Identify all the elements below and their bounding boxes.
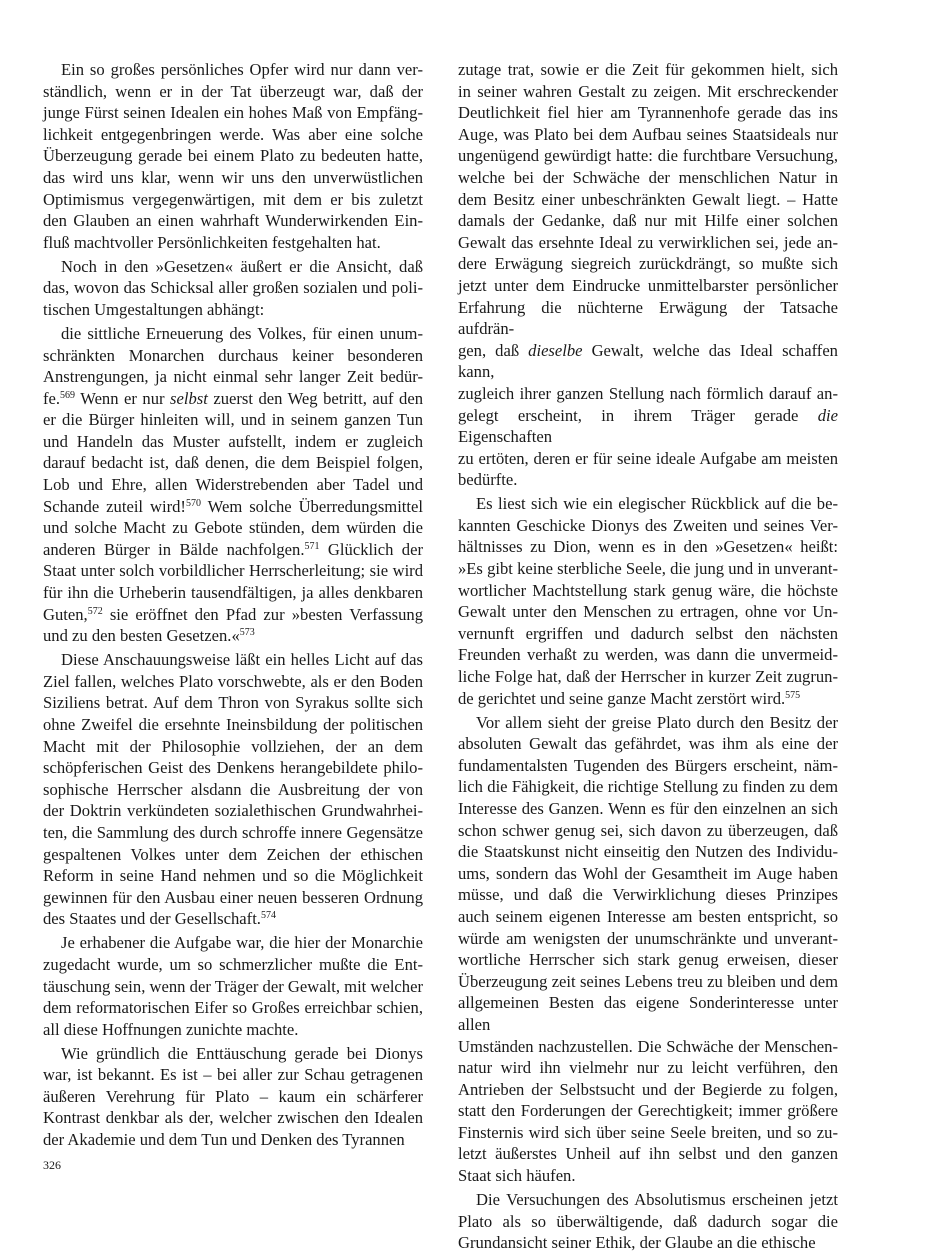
text-line: de gerichtet und seine ganze Macht zerstört wird.$^{575}$	[458, 688, 801, 708]
paragraph	[43, 932, 423, 1040]
paragraph	[458, 1189, 838, 1254]
emphasis: die	[817, 405, 838, 425]
footnote-ref: 573	[239, 627, 255, 639]
text-line: für ihn die Urheberin tausendfältigen, ja alles denkbaren	[43, 583, 423, 603]
text-line: auch seinem eigenen Interesse am besten entspricht, so	[458, 906, 838, 926]
text-line: würde am wenigsten der unumschränkte und unverant-	[458, 928, 838, 948]
text-line: Macht mit der Philosophie vollziehen, der an dem	[43, 736, 423, 756]
paragraph	[43, 59, 423, 253]
text-line: Wie gründlich die Enttäuschung gerade bei Dionys	[61, 1043, 423, 1063]
text-line: Ein so großes persönliches Opfer wird nur dann ver-	[61, 60, 423, 79]
text-line: Diese Anschauungsweise läßt ein helles Licht auf das	[61, 650, 423, 670]
text-line: des Staates und der Gesellschaft.$^{574}$	[43, 909, 276, 929]
text-line: und zu den besten Gesetzen.«$^{573}$	[43, 626, 255, 646]
text-line: Auge, was Plato bei dem Aufbau seines Staatsideals nur	[458, 124, 838, 144]
footnote-ref: 574	[260, 910, 276, 922]
text-line: Anstrengungen, ja nicht einmal sehr langer Zeit bedür-	[43, 367, 423, 387]
text-line: kannten Geschicke Dionys des Zweiten und seines Ver-	[458, 515, 838, 535]
text-line: schon schwer genug sei, sich davon zu überzeugen, daß	[458, 820, 838, 840]
text-line: Antrieben der Selbstsucht und der Begierde zu folgen,	[458, 1079, 838, 1099]
footnote-ref: 569	[60, 389, 76, 401]
footnote-ref: 572	[87, 605, 103, 617]
text-line: Freunden verhaßt zu werden, was dann die unvermeid-	[458, 645, 838, 665]
text-line: ten, die Sammlung des durch schroffe innere Gegensätze	[43, 822, 423, 842]
text-line: der Akademie und dem Tun und Denken des Tyrannen	[43, 1130, 405, 1150]
text-line: das wird uns klar, wenn wir uns den unverwüstlichen	[43, 167, 423, 187]
text-line: die Staatskunst nicht einseitig den Nutzen des Individu-	[458, 842, 838, 862]
paragraph	[43, 256, 423, 321]
text-line: jetzt unter dem Eindrucke unmittelbarster persönlicher	[458, 275, 838, 295]
text-line: Ziel fallen, welches Plato vorschwebte, als er den Boden	[43, 671, 423, 691]
text-line: müsse, und daß die Verwirklichung dieses Prinzipes	[458, 885, 838, 905]
text-line: fluß machtvoller Persönlichkeiten festgehalten hat.	[43, 232, 381, 252]
text-line: gewinnen für den Ausbau einer neuen besseren Ordnung	[43, 887, 423, 907]
footnote-ref: 571	[304, 540, 320, 552]
text-line: Staat unter solch vorbildlicher Herrscherleitung; sie wird	[43, 561, 423, 581]
text-line: gen, daß dieselbe Gewalt, welche das Ideal schaffen kann,	[458, 340, 838, 382]
left-text-column	[43, 59, 423, 1151]
text-line: damals der Gedanke, daß nur mit Hilfe einer solchen	[458, 211, 838, 231]
text-line: Deutlichkeit fiel hier am Tyrannenhofe gerade das ins	[458, 103, 838, 123]
text-line: Umständen nachzustellen. Die Schwäche der Menschen-	[458, 1036, 838, 1056]
text-line: tischen Umgestaltungen abhängt:	[43, 299, 265, 319]
text-line: ungenügend gewürdigt hatte: die furchtbare Versuchung,	[458, 146, 838, 166]
emphasis: dieselbe	[528, 340, 583, 360]
text-line: welche bei der Schwäche der menschlichen Natur in	[458, 167, 838, 187]
text-line: die sittliche Erneuerung des Volkes, für einen unum-	[61, 323, 423, 343]
text-line: gelegt erscheint, in ihrem Träger gerade die Eigenschaften	[458, 405, 838, 447]
text-line: war, ist bekannt. Es ist – bei aller zur Schau getragenen	[43, 1065, 423, 1085]
text-line: Finsternis wird sich über seine Seele breiten, und so zu-	[458, 1122, 838, 1142]
text-line: ums, sondern das Wohl der Gesamtheit im Auge haben	[458, 863, 838, 883]
text-line: dem reformatorischen Eifer so Großes erreichbar schien,	[43, 998, 423, 1018]
text-line: statt den Forderungen der Gerechtigkeit; immer größere	[458, 1101, 838, 1121]
text-line: den Glauben an einen wahrhaft Wunderwirkenden Ein-	[43, 211, 423, 231]
text-line: lich die Fähigkeit, die richtige Stellung zu finden zu dem	[458, 777, 838, 797]
text-line: Optimismus vergegenwärtigen, mit dem er bis zuletzt	[43, 189, 423, 209]
text-line: zu ertöten, deren er für seine ideale Aufgabe am meisten	[458, 448, 838, 468]
text-line: Die Versuchungen des Absolutismus erscheinen jetzt	[476, 1190, 838, 1210]
text-line: Lob und Ehre, allen Widerstrebenden aber Tadel und	[43, 475, 423, 495]
text-line: Guten,$^{572}$ sie eröffnet den Pfad zur »besten Verfassung	[43, 604, 423, 624]
text-line: schöpferischen Geist des Denkens herangebildete philo-	[43, 758, 423, 778]
text-line: Staat sich häufen.	[458, 1166, 576, 1186]
text-line: darauf bedacht ist, daß denen, die dem Beispiel folgen,	[43, 453, 423, 473]
footnote-ref: 575	[785, 689, 801, 701]
text-line: »Es gibt keine sterbliche Seele, die jung und in unverant-	[458, 559, 838, 579]
text-line: natur wird ihn vielmehr nur zu leicht verführen, den	[458, 1058, 838, 1078]
text-line: wortliche Herrscher sich stark genug erweisen, dieser	[458, 950, 838, 970]
paragraph	[458, 712, 838, 1187]
text-line: Je erhabener die Aufgabe war, die hier der Monarchie	[61, 933, 423, 953]
text-line: Siziliens betrat. Auf dem Thron von Syrakus sollte sich	[43, 693, 423, 713]
paragraph	[43, 649, 423, 930]
text-line: Gewalt unter den Menschen zu ertragen, ohne vor Un-	[458, 602, 838, 622]
text-line: Erfahrung die nüchterne Erwägung der Tatsache aufdrän-	[458, 297, 838, 339]
paragraph	[43, 323, 423, 647]
text-line: ständlich, wenn er in der Tat überzeugt war, daß der	[43, 81, 423, 101]
page-number: 326	[43, 1158, 61, 1172]
text-line: bedürfte.	[458, 470, 518, 490]
text-line: junge Fürst seinen Idealen ein hohes Maß von Empfäng-	[43, 103, 423, 123]
text-line: das, wovon das Schicksal aller großen sozialen und poli-	[43, 278, 423, 298]
text-line: fundamentalsten Tugenden des Bürgers erscheint, näm-	[458, 755, 838, 775]
text-line: Überzeugung gerade bei einem Plato zu bedeuten hatte,	[43, 146, 423, 166]
text-line: Interesse des Ganzen. Wenn es für den einzelnen an sich	[458, 798, 838, 818]
text-line: Noch in den »Gesetzen« äußert er die Ansicht, daß	[61, 256, 423, 276]
text-line: liche Folge hat, daß der Herrscher in kurzer Zeit zugrun-	[458, 667, 838, 687]
text-line: er die Bürger hinleiten will, und in seinem ganzen Tun	[43, 410, 423, 430]
text-line: anderen Bürger in Bälde nachfolgen.$^{571}$ Glücklich der	[43, 539, 423, 559]
text-line: ohne Zweifel die ersehnte Ineinsbildung der politischen	[43, 714, 423, 734]
text-line: zugleich ihrer ganzen Stellung nach förmlich darauf an-	[458, 383, 838, 403]
text-line: Gewalt das ersehnte Ideal zu verwirklichen sei, jede an-	[458, 232, 838, 252]
text-line: absoluten Gewalt das gefährdet, was ihm als eine der	[458, 734, 838, 754]
text-line: Es liest sich wie ein elegischer Rückblick auf die be-	[476, 494, 838, 514]
text-line: in seiner wahren Gestalt zu zeigen. Mit erschreckender	[458, 81, 838, 101]
text-line: und solche Macht zu Gebote stünden, dem würden die	[43, 518, 423, 538]
text-line: Grundansicht seiner Ethik, der Glaube an die ethische	[458, 1233, 816, 1253]
text-line: allgemeinen Besten das eigene Sonderinteresse unter allen	[458, 993, 838, 1034]
text-line: Vor allem sieht der greise Plato durch den Besitz der	[476, 712, 838, 732]
text-line: dere Erwägung siegreich zurückdrängt, so mußte sich	[458, 254, 838, 274]
emphasis: selbst	[170, 388, 208, 408]
text-line: äußeren Verehrung für Plato – kaum ein schärferer	[43, 1086, 423, 1106]
paragraph	[43, 1043, 423, 1151]
text-line: hältnisses zu Dion, wenn es in den »Gesetzen« heißt:	[458, 537, 838, 557]
text-line: täuschung sein, wenn der Träger der Gewalt, mit welcher	[43, 976, 423, 996]
text-line: und Handeln das Muster aufstellt, indem er zugleich	[43, 431, 423, 451]
text-line: schränkten Monarchen durchaus keiner besonderen	[43, 345, 423, 365]
text-line: der Doktrin verkündeten sozialethischen Grundwahrhei-	[43, 801, 423, 821]
text-line: lichkeit entgegenbringen werde. Was aber eine solche	[43, 124, 423, 144]
text-line: gespaltenen Volkes unter dem Zeichen der ethischen	[43, 844, 423, 864]
text-line: letzt äußerstes Unheil auf ihn selbst und den ganzen	[458, 1144, 838, 1164]
text-line: Überzeugung zeit seines Lebens treu zu bleiben und dem	[458, 971, 838, 991]
text-line: wortlicher Machtstellung stark genug wäre, die höchste	[458, 580, 838, 600]
paragraph	[458, 59, 838, 491]
right-text-column	[458, 59, 838, 1254]
text-line: sophische Herrscher alsdann die Ausbreitung der von	[43, 779, 423, 799]
text-line: zutage trat, sowie er die Zeit für gekommen hielt, sich	[458, 60, 838, 79]
text-line: dem Besitz einer unbeschränkten Gewalt liegt. – Hatte	[458, 189, 838, 209]
text-line: Schande zuteil wird!$^{570}$ Wem solche Überredungsmittel	[43, 496, 423, 516]
text-line: vernunft ergriffen und dadurch selbst den nächsten	[458, 623, 838, 643]
text-line: Plato als so überwältigende, daß dadurch sogar die	[458, 1211, 838, 1231]
text-line: Reform in seine Hand nehmen und so die Möglichkeit	[43, 866, 423, 886]
paragraph	[458, 493, 838, 709]
text-line: Kontrast denkbar als der, welcher zwischen den Idealen	[43, 1108, 423, 1128]
footnote-ref: 570	[185, 497, 201, 509]
text-line: all diese Hoffnungen zunichte machte.	[43, 1019, 299, 1039]
text-line: zugedacht wurde, um so schmerzlicher mußte die Ent-	[43, 954, 423, 974]
text-line: fe.$^{569}$ Wenn er nur selbst zuerst den Weg betritt, auf den	[43, 388, 423, 408]
